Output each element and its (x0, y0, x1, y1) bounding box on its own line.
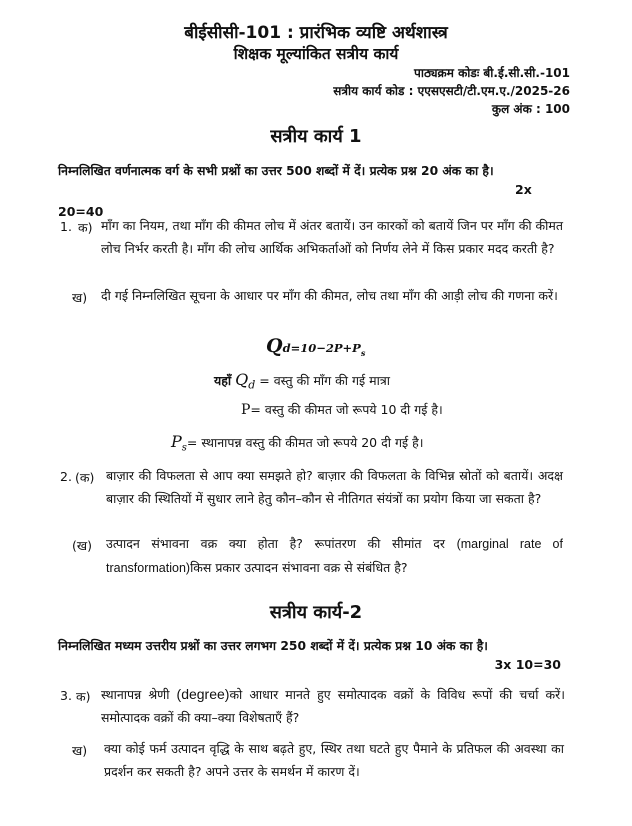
course-code: पाठ्यक्रम कोडः बी.ई.सी.सी.-101 (414, 66, 570, 80)
section-2-title: सत्रीय कार्य-2 (269, 602, 363, 623)
qd-definition (214, 370, 390, 392)
question-3b-text: क्या कोई फर्म उत्पादन वृद्धि के साथ बढ़ते हुए, स्थिर तथा घटते हुए पैमाने के प्रतिफल की अवस्था का प्रदर्शन कर सकती है? अपने उत्तर के समर्थन में कारण दें। (104, 741, 564, 779)
question-part-label: (ख) (72, 538, 92, 553)
section-2-instruction: निम्नलिखित मध्यम उत्तरीय प्रश्नों का उत्तर लगभग 250 शब्दों में दें। प्रत्येक प्रश्न 10 अंक का है। (58, 639, 488, 653)
equation-lhs: Q (266, 335, 283, 357)
section-2-marks: 3x 10=30 (494, 657, 561, 672)
p-symbol: P (241, 402, 251, 418)
section-1-instruction: निम्नलिखित वर्णनात्मक वर्ग के सभी प्रश्नों का उत्तर 500 शब्दों में दें। प्रत्येक प्रश्न 20 अंक का है। (58, 164, 494, 178)
assignment-code: सत्रीय कार्य कोड : एएसएसटी/टी.एम.ए./2025-26 (333, 84, 570, 98)
question-part-label: क) (76, 689, 91, 704)
section-1-title: सत्रीय कार्य 1 (270, 126, 362, 147)
question-part-label: ख) (72, 290, 88, 305)
where-label: यहाँ (214, 373, 232, 388)
question-part-label: ख) (72, 743, 88, 758)
ps-subscript: s (181, 442, 187, 454)
ps-definition-text: = स्थानापन्न वस्तु की कीमत जो रूपये 20 दी गई है। (186, 435, 424, 450)
question-part-label: क) (78, 220, 93, 235)
equation-rhs-subscript: s (360, 348, 366, 359)
document-subtitle: शिक्षक मूल्यांकित सत्रीय कार्य (233, 45, 399, 63)
question-2b-english-term: (marginal rate of transformation) (106, 537, 563, 575)
question-3a-english-term: (degree) (176, 686, 230, 702)
qd-symbol: Q (235, 370, 249, 389)
question-number: 3. (60, 688, 72, 703)
question-3a-text-part2: को आधार मानते हुए समोत्पादक वक्रों के विविध रूपों की चर्चा करें। समोत्पादक वक्रों की क्या–क्या विशेषताएँ हैं? (101, 687, 565, 725)
document-title: बीईसीसी-101 : प्रारंभिक व्यष्टि अर्थशास्त्र (184, 23, 448, 43)
question-3a-text-part1: स्थानापन्न श्रेणी (101, 687, 177, 702)
section-1-marks-multiplier: 2x (515, 182, 532, 197)
section-1-marks-total: 20=40 (58, 204, 104, 219)
question-1b-text: दी गई निम्नलिखित सूचना के आधार पर माँग की कीमत, लोच तथा माँग की आड़ी लोच की गणना करें। (101, 288, 558, 303)
demand-equation (266, 335, 365, 358)
question-2b-text-part2: किस प्रकार उत्पादन संभावना वक्र से संबंधित है? (190, 560, 408, 575)
question-3a-text (101, 683, 565, 729)
question-2b-text-part1: उत्पादन संभावना वक्र क्या होता है? रूपांतरण की सीमांत दर (106, 536, 457, 551)
ps-symbol: P (171, 432, 182, 451)
qd-definition-text: = वस्तु की माँग की गई मात्रा (259, 373, 390, 388)
question-number: 2. (60, 469, 72, 484)
p-definition-text: = वस्तु की कीमत जो रूपये 10 दी गई है। (250, 402, 443, 417)
equation-rhs: d=10−2P+P (282, 341, 361, 355)
total-marks: कुल अंक : 100 (491, 102, 570, 116)
question-number: 1. (60, 219, 72, 234)
question-part-label: (क) (75, 470, 95, 485)
qd-subscript: d (248, 378, 256, 392)
question-2a-text: बाज़ार की विफलता से आप क्या समझते हो? बाज़ार की विफलता के विभिन्न स्रोतों को बतायें। अदक्ष बाज़ार की स्थितियों में सुधार लाने हेतु कौन–कौन से नीतिगत संयंत्रों का प्रयोग किया जा सकता है? (106, 468, 563, 506)
question-2b-text (106, 532, 563, 580)
question-1a-text: माँग का नियम, तथा माँग की कीमत लोच में अंतर बतायें। उन कारकों को बतायें जिन पर माँग की कीमत लोच निर्भर करती है। माँग की लोच आर्थिक अभिकर्ताओं को निर्णय लेने में किस प्रकार मदद करती है? (101, 218, 563, 256)
ps-definition (171, 432, 423, 454)
p-definition (241, 401, 443, 418)
